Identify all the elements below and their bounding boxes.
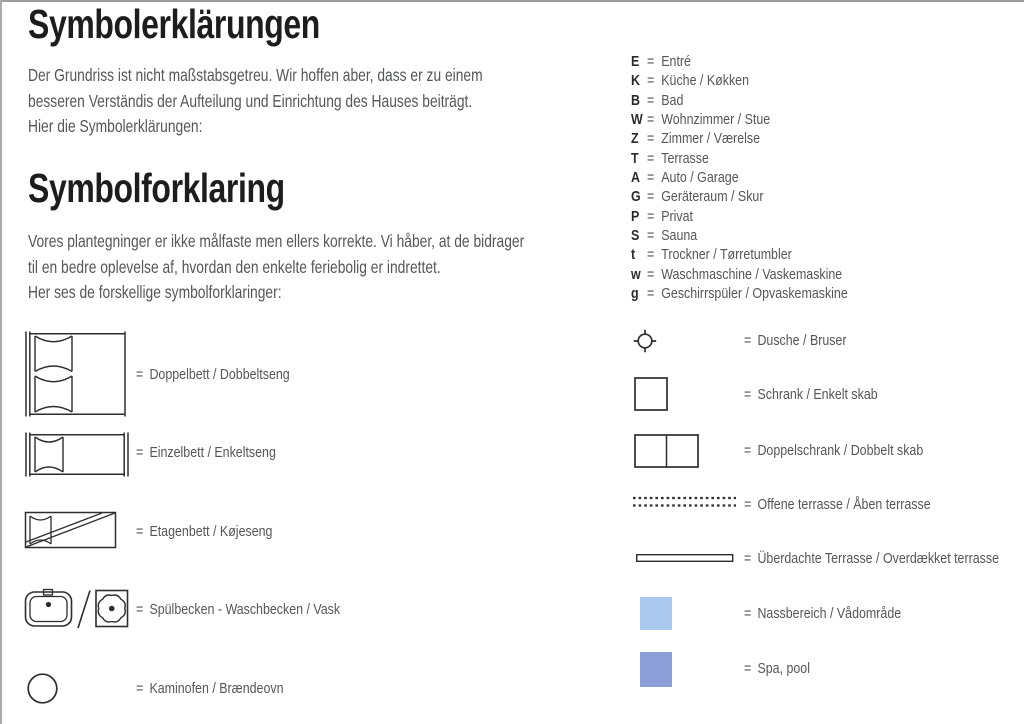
intro-german <box>28 63 483 140</box>
abbreviation-letter: B <box>631 92 640 109</box>
equals-sign: = <box>744 333 752 349</box>
intro-line: besseren Verständis der Aufteilung und Einrichtung des Hauses beiträgt. <box>28 90 473 111</box>
abbreviation-letter: G <box>631 189 641 206</box>
double-cabinet-icon <box>634 434 700 469</box>
equals-sign: = <box>646 92 655 109</box>
abbreviation-letter: Z <box>631 131 639 148</box>
abbreviation-meaning: Geschirrspüler / Opvaskemaskine <box>661 286 848 303</box>
symbol-label-text: Schrank / Enkelt skab <box>757 387 878 403</box>
symbol-label <box>136 445 276 462</box>
abbreviation-letter: E <box>631 54 640 70</box>
covered-terrace-icon <box>636 554 734 563</box>
abbreviation-letter: K <box>631 73 640 90</box>
abbreviation-row <box>631 131 848 150</box>
equals-sign: = <box>646 208 655 225</box>
equals-sign: = <box>136 524 144 540</box>
symbol-label-text: Einzelbett / Enkeltseng <box>149 445 276 461</box>
page-left-edge <box>0 0 2 724</box>
symbol-label-text: Nassbereich / Vådområde <box>757 606 902 622</box>
equals-sign: = <box>646 112 655 129</box>
abbreviation-meaning: Waschmaschine / Vaskemaskine <box>661 266 843 283</box>
equals-sign: = <box>646 54 655 70</box>
abbreviation-meaning: Entré <box>661 54 691 70</box>
equals-sign: = <box>646 150 655 167</box>
open-terrace-icon <box>632 496 737 508</box>
abbreviation-meaning: Trockner / Tørretumbler <box>661 247 792 264</box>
abbreviation-letter: S <box>631 228 640 245</box>
spa-pool-swatch <box>640 652 672 687</box>
abbreviation-row <box>631 112 848 131</box>
abbreviation-letter: A <box>631 170 640 187</box>
equals-sign: = <box>136 681 144 697</box>
symbol-label <box>744 333 847 350</box>
equals-sign: = <box>744 606 752 622</box>
symbol-label <box>136 524 272 541</box>
equals-sign: = <box>646 189 655 206</box>
equals-sign: = <box>646 170 655 187</box>
page-title-german: Symbolerklärungen <box>28 1 320 47</box>
single-cabinet-icon <box>634 377 669 412</box>
abbreviation-row <box>631 209 848 228</box>
equals-sign: = <box>646 266 655 283</box>
single-bed-icon <box>24 432 130 477</box>
abbreviation-meaning: Terrasse <box>661 150 709 167</box>
abbreviation-meaning: Küche / Køkken <box>661 73 749 90</box>
symbol-label-text: Doppelbett / Dobbeltseng <box>149 367 290 383</box>
equals-sign: = <box>744 497 752 513</box>
abbreviation-row <box>631 54 848 73</box>
bunk-bed-icon <box>24 511 117 549</box>
equals-sign: = <box>646 286 655 303</box>
equals-sign: = <box>646 247 655 264</box>
abbreviation-row <box>631 267 848 286</box>
equals-sign: = <box>646 228 655 245</box>
symbol-label <box>136 367 290 384</box>
wet-area-swatch <box>640 597 672 630</box>
wood-stove-icon <box>27 673 59 705</box>
symbol-label <box>744 606 901 623</box>
symbol-label-text: Spülbecken - Waschbecken / Vask <box>149 602 341 618</box>
equals-sign: = <box>744 443 752 459</box>
symbol-label-text: Spa, pool <box>757 661 810 677</box>
equals-sign: = <box>136 367 144 383</box>
abbreviation-meaning: Auto / Garage <box>661 170 739 187</box>
equals-sign: = <box>646 73 655 90</box>
symbol-label <box>744 661 810 678</box>
abbreviation-meaning: Wohnzimmer / Stue <box>661 112 771 129</box>
abbreviation-letter: t <box>631 247 636 264</box>
abbreviation-row <box>631 73 848 92</box>
symbol-label-text: Doppelschrank / Dobbelt skab <box>757 443 924 459</box>
symbol-label <box>744 497 931 514</box>
abbreviation-row <box>631 228 848 247</box>
abbreviation-meaning: Bad <box>661 92 684 109</box>
symbol-label <box>744 443 923 460</box>
double-bed-icon <box>24 331 128 417</box>
equals-sign: = <box>646 131 655 148</box>
abbreviation-row <box>631 286 848 305</box>
abbreviation-meaning: Sauna <box>661 228 698 245</box>
sink-washbasin-icon <box>24 588 129 630</box>
equals-sign: = <box>744 551 752 567</box>
symbol-label-text: Dusche / Bruser <box>757 333 847 349</box>
symbol-label-text: Überdachte Terrasse / Overdækket terrasse <box>757 551 1000 567</box>
symbol-label-text: Offene terrasse / Åben terrasse <box>757 497 931 513</box>
equals-sign: = <box>136 602 144 618</box>
symbol-label <box>744 387 878 404</box>
abbreviation-letter: W <box>631 112 643 129</box>
abbreviation-letter: T <box>631 150 639 167</box>
abbreviation-letter: P <box>631 208 640 225</box>
symbol-label <box>136 602 340 619</box>
symbol-label-text: Kaminofen / Brændeovn <box>149 681 284 697</box>
abbreviation-list <box>631 54 889 305</box>
abbreviation-meaning: Geräteraum / Skur <box>661 189 764 206</box>
intro-danish <box>28 229 524 306</box>
intro-line: Hier die Symbolerklärungen: <box>28 116 203 136</box>
equals-sign: = <box>744 387 752 403</box>
abbreviation-row <box>631 189 848 208</box>
equals-sign: = <box>136 445 144 461</box>
intro-line: Her ses de forskellige symbolforklaringer: <box>28 282 282 302</box>
symbol-label <box>744 551 999 568</box>
abbreviation-meaning: Privat <box>661 208 694 225</box>
intro-line: til en bedre oplevelse af, hvordan den enkelte feriebolig er indrettet. <box>28 256 441 277</box>
abbreviation-meaning: Zimmer / Værelse <box>661 131 761 148</box>
intro-line: Der Grundriss ist nicht maßstabsgetreu. Wir hoffen aber, dass er zu einem <box>28 65 483 85</box>
abbreviation-row <box>631 170 848 189</box>
intro-line: Vores plantegninger er ikke målfaste men ellers korrekte. Vi håber, at de bidrager <box>28 231 525 251</box>
abbreviation-row <box>631 151 848 170</box>
abbreviation-row <box>631 247 848 266</box>
equals-sign: = <box>744 661 752 677</box>
symbol-label-text: Etagenbett / Køjeseng <box>149 524 273 540</box>
symbol-label <box>136 681 283 698</box>
page-title-danish: Symbolforklaring <box>28 165 285 211</box>
abbreviation-letter: g <box>631 286 639 303</box>
abbreviation-row <box>631 93 848 112</box>
shower-icon <box>633 329 657 353</box>
abbreviation-letter: w <box>631 266 641 283</box>
